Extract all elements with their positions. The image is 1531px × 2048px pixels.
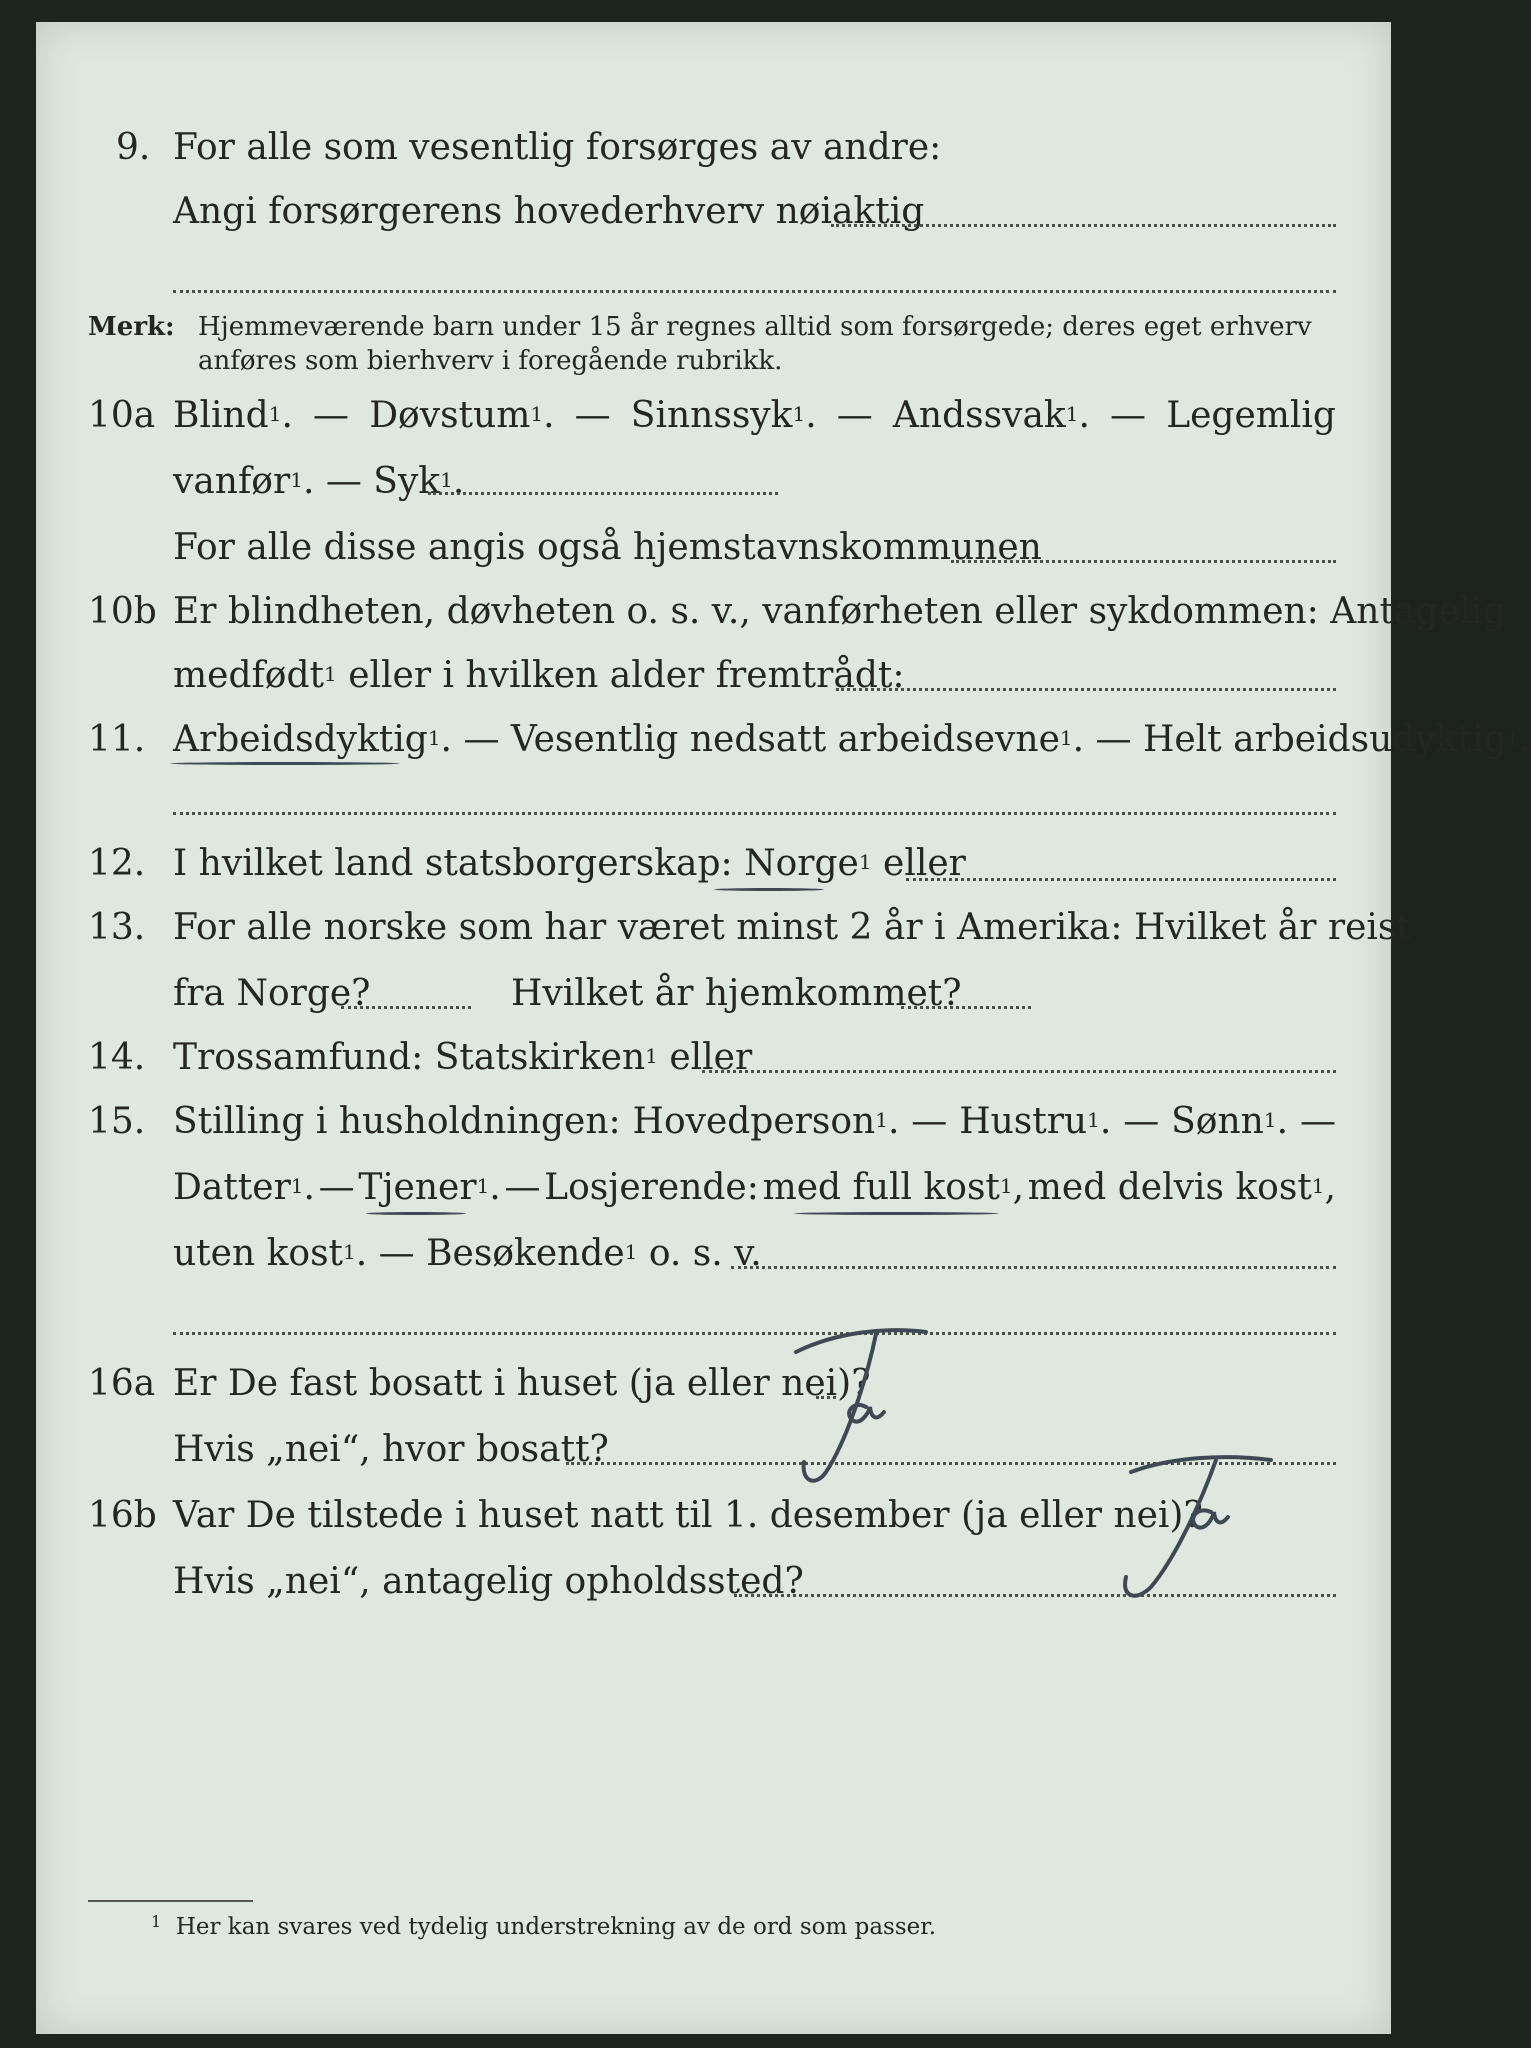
footnote-rule	[88, 1900, 253, 1902]
q16b-number: 16b	[88, 1495, 157, 1536]
dash: —	[574, 395, 611, 436]
q13-part1: fra Norge?	[173, 973, 371, 1014]
q9-answer-line-2	[173, 290, 1336, 293]
dash: —	[836, 395, 873, 436]
q15-line3: uten kost$^1$. — Besøkende$^1$ o. s. v.	[173, 1233, 762, 1274]
q11-handwritten-underline	[170, 762, 400, 765]
dash: —	[313, 395, 350, 436]
q9-line1: For alle som vesentlig forsørges av andre:	[173, 127, 942, 168]
q16b-answer-text: Ja	[1076, 1442, 1077, 1443]
q16a-number: 16a	[88, 1363, 156, 1404]
q12-line: I hvilket land statsborgerskap: Norge$^1$ eller	[173, 843, 966, 884]
note-line2: anføres som bierhverv i foregående rubrikk.	[198, 346, 783, 376]
q14-number: 14.	[88, 1037, 146, 1078]
option-legemlig: Legemlig	[1166, 395, 1336, 436]
q13-year-returned-line	[901, 1006, 1031, 1009]
footnote: $^1$ Her kan svares ved tydelig understrekning av de ord som passer.	[151, 1912, 937, 1940]
q12-number: 12.	[88, 843, 146, 884]
q15-medfull-underline	[794, 1212, 999, 1215]
q12-handwritten-underline	[714, 888, 824, 891]
option-andssvak: Andssvak$^1$.	[892, 395, 1090, 436]
q11-answer-line	[173, 812, 1336, 815]
option-dovstum: Døvstum$^1$.	[369, 395, 555, 436]
q9-answer-line	[831, 224, 1336, 227]
q11-number: 11.	[88, 719, 146, 760]
q15-number: 15.	[88, 1101, 146, 1142]
q16a-handwritten-answer	[766, 1312, 936, 1502]
q11-line: Arbeidsdyktig$^1$. — Vesentlig nedsatt arbeidsevne$^1$. — Helt arbeidsudyktig$^1$.	[173, 719, 1531, 760]
q13-part2: Hvilket år hjemkommet?	[511, 973, 962, 1014]
q10a-number: 10a	[88, 395, 156, 436]
q15-line1: Stilling i husholdningen: Hovedperson$^1$. — Hustru$^1$. — Sønn$^1$. —	[173, 1101, 1336, 1142]
q13-line1: For alle norske som har været minst 2 år i Amerika: Hvilket år reist	[173, 907, 1411, 948]
q10b-number: 10b	[88, 591, 157, 632]
q16a-line1: Er De fast bosatt i huset (ja eller nei)?	[173, 1363, 871, 1404]
q12-answer-line	[906, 878, 1336, 881]
q16a-answer-text: Ja	[766, 1312, 767, 1313]
q14-answer-line	[702, 1070, 1336, 1073]
q10a-line2: vanfør$^1$. — Syk$^1$.	[173, 461, 465, 502]
q16b-line1: Var De tilstede i huset natt til 1. desember (ja eller nei)?	[173, 1495, 1203, 1536]
census-form-page	[36, 22, 1531, 2034]
q9-line2: Angi forsørgerens hovederhverv nøiaktig	[173, 191, 925, 232]
q16a-line2: Hvis „nei“, hvor bosatt?	[173, 1429, 609, 1470]
note-label: Merk:	[88, 312, 175, 342]
q10a-line3: For alle disse angis også hjemstavnskommunen	[173, 527, 1042, 568]
q16b-handwritten-answer	[1076, 1442, 1276, 1622]
q16b-line2: Hvis „nei“, antagelig opholdssted?	[173, 1561, 804, 1602]
dash: —	[1110, 395, 1147, 436]
q13-year-left-line	[341, 1006, 471, 1009]
q10a-line1	[173, 394, 1336, 438]
q10a-hjemstavn-line	[951, 560, 1336, 563]
option-blind: Blind$^1$.	[173, 395, 293, 436]
q15-tjener-underline	[366, 1212, 466, 1215]
q15-line2: Datter$^1$. — Tjener$^1$. — Losjerende: med full kost$^1$, med delvis kost$^1$,	[173, 1167, 1336, 1208]
q10a-syk-line	[428, 492, 778, 495]
q15-answer-line-2	[173, 1332, 1336, 1335]
q15-answer-line	[731, 1266, 1336, 1269]
q9-number: 9.	[116, 127, 151, 168]
option-sinnssyk: Sinnssyk$^1$.	[630, 395, 817, 436]
q14-line: Trossamfund: Statskirken$^1$ eller	[173, 1037, 753, 1078]
q13-number: 13.	[88, 907, 146, 948]
note-line1: Hjemmeværende barn under 15 år regnes alltid som forsørgede; deres eget erhverv	[198, 312, 1312, 342]
q10b-answer-line	[836, 688, 1336, 691]
q10b-line2: medfødt$^1$ eller i hvilken alder fremtrådt:	[173, 655, 905, 696]
q10b-line1: Er blindheten, døvheten o. s. v., vanførheten eller sykdommen: Antagelig	[173, 591, 1506, 632]
